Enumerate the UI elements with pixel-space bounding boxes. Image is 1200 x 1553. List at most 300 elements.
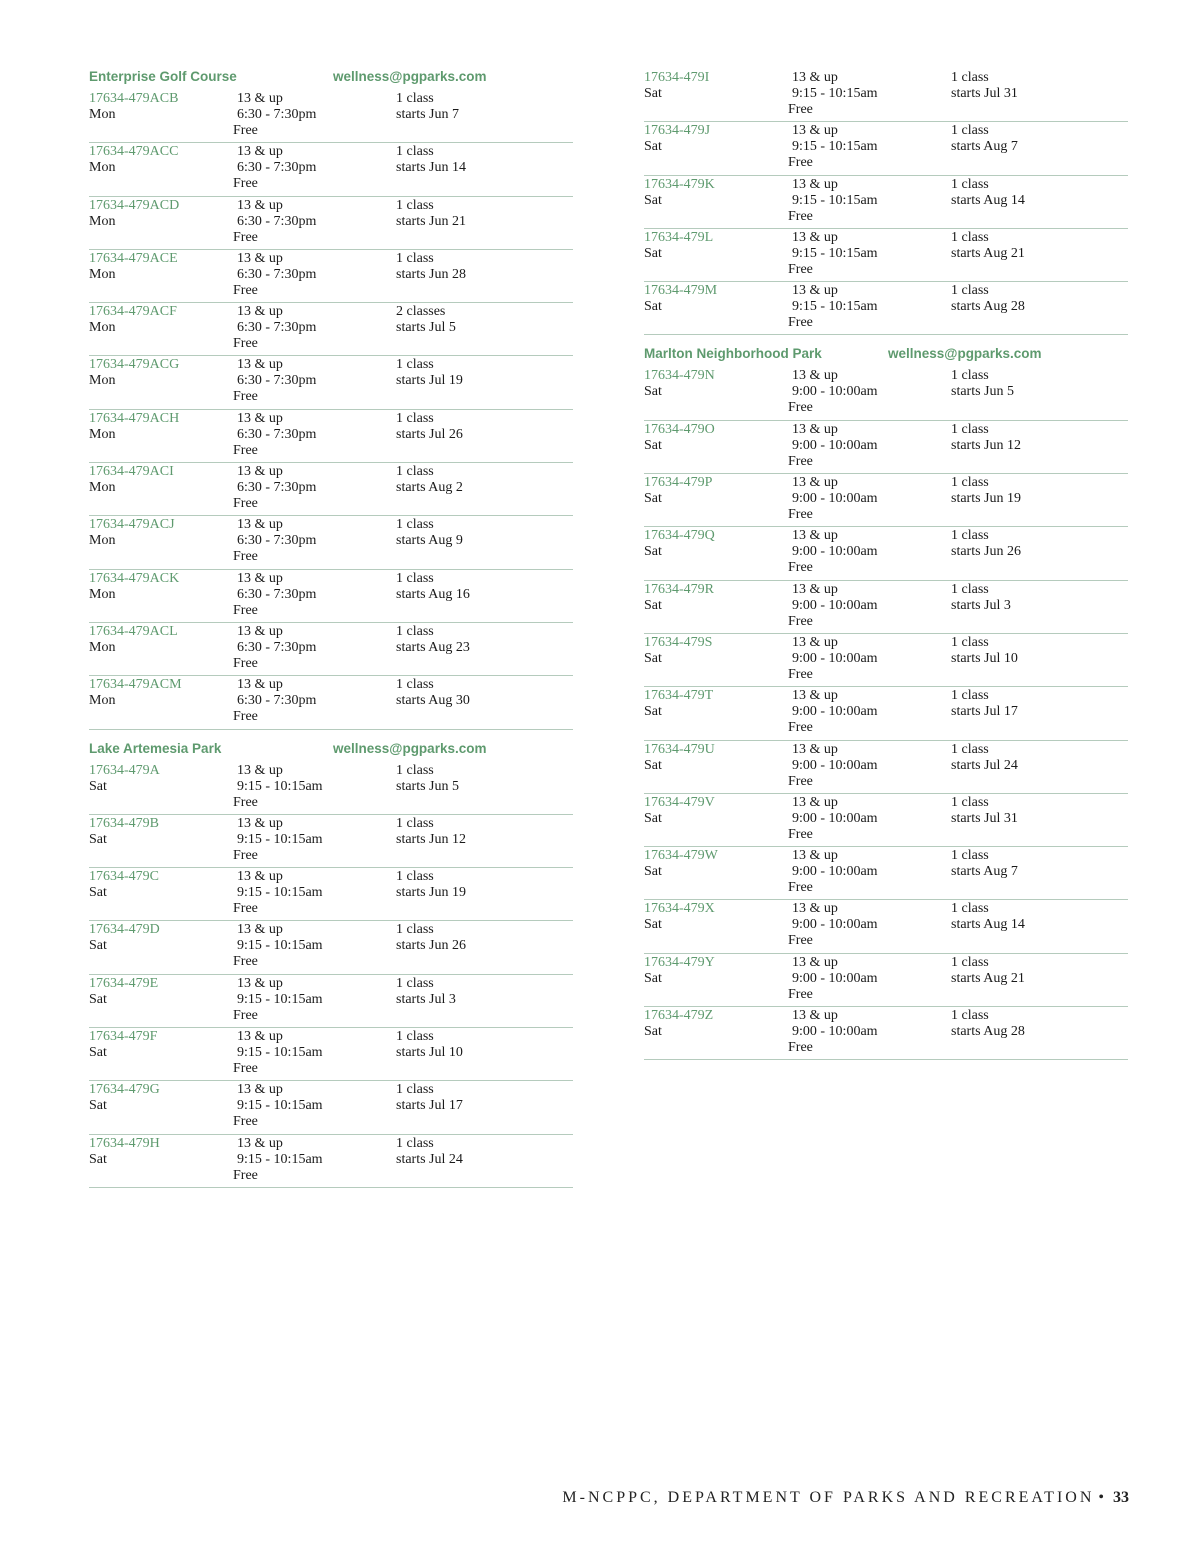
section-header xyxy=(644,346,1128,367)
entry-fee: Free xyxy=(788,208,813,224)
entry-count: 1 class xyxy=(396,623,434,639)
entry-fee: Free xyxy=(233,229,258,245)
class-entry xyxy=(644,69,1128,122)
entry-day: Sat xyxy=(644,917,662,933)
entry-time: 9:00 - 10:00am xyxy=(792,864,878,880)
class-entry xyxy=(89,570,573,623)
entry-fee: Free xyxy=(788,666,813,682)
entry-time: 9:15 - 10:15am xyxy=(237,1098,323,1114)
class-entry xyxy=(644,367,1128,420)
entry-start: starts Aug 7 xyxy=(951,139,1018,155)
entry-start: starts Jun 19 xyxy=(396,885,466,901)
entry-time: 9:15 - 10:15am xyxy=(792,192,878,208)
entry-day: Sat xyxy=(644,544,662,560)
class-entry xyxy=(89,410,573,463)
entry-age: 13 & up xyxy=(792,368,838,384)
entry-start: starts Jun 26 xyxy=(396,938,466,954)
entry-fee: Free xyxy=(233,496,258,512)
entry-time: 9:15 - 10:15am xyxy=(237,1045,323,1061)
entry-fee: Free xyxy=(233,1167,258,1183)
entry-fee: Free xyxy=(788,102,813,117)
section-email: wellness@pgparks.com xyxy=(888,346,1042,362)
entry-code: 17634-479S xyxy=(644,634,713,650)
entry-time: 9:15 - 10:15am xyxy=(237,938,323,954)
entry-age: 13 & up xyxy=(237,677,283,693)
entry-day: Sat xyxy=(89,1151,107,1167)
entry-time: 9:00 - 10:00am xyxy=(792,491,878,507)
entry-age: 13 & up xyxy=(237,762,283,778)
entry-code: 17634-479V xyxy=(644,794,715,810)
entry-fee: Free xyxy=(788,315,813,331)
entry-age: 13 & up xyxy=(792,581,838,597)
entry-start: starts Aug 2 xyxy=(396,480,463,496)
entry-count: 1 class xyxy=(951,421,989,437)
footer-bullet: • xyxy=(1098,1489,1107,1506)
entry-start: starts Jun 12 xyxy=(396,831,466,847)
entry-fee: Free xyxy=(788,507,813,523)
entry-fee: Free xyxy=(788,613,813,629)
class-entry xyxy=(644,122,1128,175)
entry-count: 1 class xyxy=(951,368,989,384)
class-entry xyxy=(89,250,573,303)
entry-count: 1 class xyxy=(396,1082,434,1098)
entry-age: 13 & up xyxy=(237,464,283,480)
entry-code: 17634-479ACJ xyxy=(89,517,175,533)
entry-fee: Free xyxy=(233,709,258,725)
class-entry xyxy=(644,282,1128,335)
entry-age: 13 & up xyxy=(792,229,838,245)
entry-count: 1 class xyxy=(951,123,989,139)
class-entry xyxy=(89,868,573,921)
entry-fee: Free xyxy=(788,826,813,842)
entry-day: Sat xyxy=(644,384,662,400)
entry-code: 17634-479ACG xyxy=(89,357,180,373)
entry-time: 6:30 - 7:30pm xyxy=(237,533,317,549)
section-gap xyxy=(89,730,573,741)
entry-time: 9:00 - 10:00am xyxy=(792,1024,878,1040)
entry-fee: Free xyxy=(788,261,813,277)
entry-fee: Free xyxy=(788,720,813,736)
entry-code: 17634-479ACM xyxy=(89,677,182,693)
entry-fee: Free xyxy=(233,176,258,192)
entry-code: 17634-479L xyxy=(644,229,714,245)
entry-time: 9:15 - 10:15am xyxy=(237,1151,323,1167)
entry-fee: Free xyxy=(233,901,258,917)
entry-age: 13 & up xyxy=(237,304,283,320)
entry-fee: Free xyxy=(788,986,813,1002)
entry-day: Sat xyxy=(644,491,662,507)
entry-code: 17634-479ACD xyxy=(89,197,180,213)
entry-count: 1 class xyxy=(951,954,989,970)
entry-time: 9:00 - 10:00am xyxy=(792,810,878,826)
entry-day: Sat xyxy=(644,597,662,613)
entry-code: 17634-479A xyxy=(89,762,160,778)
entry-day: Mon xyxy=(89,693,116,709)
section-location: Lake Artemesia Park xyxy=(89,740,222,756)
entry-age: 13 & up xyxy=(792,954,838,970)
entry-time: 6:30 - 7:30pm xyxy=(237,639,317,655)
entry-code: 17634-479E xyxy=(89,975,159,991)
entry-count: 1 class xyxy=(951,1008,989,1024)
entry-start: starts Aug 14 xyxy=(951,192,1025,208)
class-entry xyxy=(644,741,1128,794)
entry-day: Sat xyxy=(89,1098,107,1114)
entry-count: 1 class xyxy=(951,634,989,650)
entry-code: 17634-479J xyxy=(644,123,711,139)
entry-code: 17634-479ACE xyxy=(89,250,178,266)
entry-age: 13 & up xyxy=(237,517,283,533)
entry-day: Sat xyxy=(644,245,662,261)
entry-day: Mon xyxy=(89,533,116,549)
class-entry xyxy=(89,921,573,974)
entry-start: starts Jun 28 xyxy=(396,266,466,282)
entry-code: 17634-479Y xyxy=(644,954,715,970)
entry-start: starts Jul 24 xyxy=(951,757,1018,773)
left-column xyxy=(89,69,573,1188)
class-entry xyxy=(644,421,1128,474)
entry-age: 13 & up xyxy=(792,901,838,917)
entry-age: 13 & up xyxy=(792,475,838,491)
entry-day: Mon xyxy=(89,639,116,655)
entry-count: 1 class xyxy=(396,815,434,831)
class-entry xyxy=(644,954,1128,1007)
entry-start: starts Aug 23 xyxy=(396,639,470,655)
entry-day: Sat xyxy=(644,139,662,155)
class-entry xyxy=(644,794,1128,847)
class-entry xyxy=(89,1081,573,1134)
entry-time: 9:15 - 10:15am xyxy=(237,778,323,794)
entry-start: starts Jul 19 xyxy=(396,373,463,389)
entry-day: Mon xyxy=(89,266,116,282)
entry-day: Sat xyxy=(644,299,662,315)
entry-count: 1 class xyxy=(951,229,989,245)
section-email: wellness@pgparks.com xyxy=(333,740,487,756)
entry-fee: Free xyxy=(788,560,813,576)
entry-day: Sat xyxy=(644,650,662,666)
entry-code: 17634-479N xyxy=(644,368,715,384)
entry-time: 9:00 - 10:00am xyxy=(792,650,878,666)
entry-count: 1 class xyxy=(951,741,989,757)
entry-age: 13 & up xyxy=(792,1008,838,1024)
entry-time: 9:15 - 10:15am xyxy=(792,299,878,315)
entry-start: starts Aug 14 xyxy=(951,917,1025,933)
entry-code: 17634-479D xyxy=(89,922,160,938)
entry-code: 17634-479H xyxy=(89,1135,160,1151)
entry-count: 1 class xyxy=(396,144,434,160)
entry-fee: Free xyxy=(233,282,258,298)
entry-day: Sat xyxy=(89,938,107,954)
entry-fee: Free xyxy=(788,453,813,469)
entry-count: 1 class xyxy=(951,475,989,491)
class-entry xyxy=(89,1135,573,1188)
entry-code: 17634-479R xyxy=(644,581,714,597)
entry-day: Sat xyxy=(89,885,107,901)
entry-age: 13 & up xyxy=(792,794,838,810)
entry-start: starts Aug 21 xyxy=(951,245,1025,261)
entry-day: Sat xyxy=(644,437,662,453)
entry-age: 13 & up xyxy=(792,634,838,650)
entry-day: Sat xyxy=(644,970,662,986)
entry-day: Sat xyxy=(89,778,107,794)
entry-fee: Free xyxy=(233,1007,258,1023)
entry-count: 1 class xyxy=(396,869,434,885)
entry-fee: Free xyxy=(233,1061,258,1077)
entry-start: starts Aug 16 xyxy=(396,586,470,602)
entry-start: starts Jul 3 xyxy=(396,991,456,1007)
entry-day: Sat xyxy=(644,757,662,773)
entry-day: Mon xyxy=(89,373,116,389)
class-entry xyxy=(89,356,573,409)
entry-time: 9:00 - 10:00am xyxy=(792,384,878,400)
entry-age: 13 & up xyxy=(792,528,838,544)
page-number: 33 xyxy=(1113,1489,1129,1506)
entry-time: 9:00 - 10:00am xyxy=(792,704,878,720)
entry-fee: Free xyxy=(233,549,258,565)
entry-start: starts Jun 5 xyxy=(951,384,1014,400)
entry-age: 13 & up xyxy=(237,91,283,106)
entry-count: 1 class xyxy=(396,1135,434,1151)
entry-code: 17634-479ACF xyxy=(89,304,177,320)
entry-start: starts Aug 28 xyxy=(951,299,1025,315)
entry-code: 17634-479O xyxy=(644,421,715,437)
entry-start: starts Jun 26 xyxy=(951,544,1021,560)
entry-code: 17634-479K xyxy=(644,176,715,192)
entry-time: 9:15 - 10:15am xyxy=(792,245,878,261)
right-column xyxy=(644,69,1128,1060)
class-entry xyxy=(89,762,573,815)
entry-code: 17634-479C xyxy=(89,869,159,885)
entry-time: 9:00 - 10:00am xyxy=(792,544,878,560)
entry-start: starts Jul 10 xyxy=(396,1045,463,1061)
entry-code: 17634-479ACK xyxy=(89,570,180,586)
entry-count: 1 class xyxy=(396,250,434,266)
class-entry xyxy=(89,463,573,516)
entry-time: 9:15 - 10:15am xyxy=(792,139,878,155)
entry-age: 13 & up xyxy=(237,144,283,160)
entry-code: 17634-479Z xyxy=(644,1008,714,1024)
class-entry xyxy=(644,900,1128,953)
entry-code: 17634-479ACB xyxy=(89,91,179,106)
entry-start: starts Jul 17 xyxy=(396,1098,463,1114)
class-entry xyxy=(644,687,1128,740)
entry-code: 17634-479F xyxy=(89,1029,158,1045)
entry-code: 17634-479ACC xyxy=(89,144,179,160)
section-header xyxy=(89,741,573,762)
entry-day: Mon xyxy=(89,320,116,336)
entry-start: starts Jun 12 xyxy=(951,437,1021,453)
entry-code: 17634-479ACL xyxy=(89,623,178,639)
entry-time: 9:00 - 10:00am xyxy=(792,917,878,933)
entry-count: 1 class xyxy=(951,70,989,85)
entry-age: 13 & up xyxy=(237,1029,283,1045)
class-entry xyxy=(644,527,1128,580)
entry-start: starts Jun 14 xyxy=(396,160,466,176)
entry-start: starts Jul 5 xyxy=(396,320,456,336)
entry-count: 1 class xyxy=(951,688,989,704)
entry-code: 17634-479U xyxy=(644,741,715,757)
entry-start: starts Jul 3 xyxy=(951,597,1011,613)
entry-start: starts Jun 7 xyxy=(396,107,459,122)
entry-time: 6:30 - 7:30pm xyxy=(237,107,317,122)
entry-time: 9:00 - 10:00am xyxy=(792,970,878,986)
entry-day: Mon xyxy=(89,107,116,122)
entry-start: starts Jul 17 xyxy=(951,704,1018,720)
entry-start: starts Jun 21 xyxy=(396,213,466,229)
class-entry xyxy=(644,1007,1128,1060)
entry-start: starts Aug 21 xyxy=(951,970,1025,986)
entry-code: 17634-479M xyxy=(644,283,718,299)
entry-start: starts Aug 30 xyxy=(396,693,470,709)
entry-time: 9:00 - 10:00am xyxy=(792,597,878,613)
entry-code: 17634-479P xyxy=(644,475,713,491)
entry-day: Mon xyxy=(89,480,116,496)
entry-age: 13 & up xyxy=(237,922,283,938)
entry-fee: Free xyxy=(233,602,258,618)
entry-time: 6:30 - 7:30pm xyxy=(237,266,317,282)
entry-time: 6:30 - 7:30pm xyxy=(237,480,317,496)
entry-day: Sat xyxy=(644,864,662,880)
entry-age: 13 & up xyxy=(237,815,283,831)
entry-day: Sat xyxy=(644,704,662,720)
class-entry xyxy=(89,197,573,250)
entry-age: 13 & up xyxy=(792,848,838,864)
entry-time: 6:30 - 7:30pm xyxy=(237,426,317,442)
section-gap xyxy=(644,335,1128,346)
entry-count: 1 class xyxy=(396,464,434,480)
entry-fee: Free xyxy=(233,1114,258,1130)
entry-time: 6:30 - 7:30pm xyxy=(237,320,317,336)
footer-text: M-NCPPC, DEPARTMENT OF PARKS AND RECREATION xyxy=(562,1489,1095,1506)
class-entry xyxy=(644,847,1128,900)
entry-fee: Free xyxy=(788,155,813,171)
section-location: Enterprise Golf Course xyxy=(89,69,237,84)
entry-count: 1 class xyxy=(951,794,989,810)
entry-day: Mon xyxy=(89,426,116,442)
entry-count: 1 class xyxy=(396,975,434,991)
class-entry xyxy=(89,516,573,569)
entry-age: 13 & up xyxy=(792,283,838,299)
entry-start: starts Jul 10 xyxy=(951,650,1018,666)
entry-day: Sat xyxy=(644,1024,662,1040)
entry-day: Mon xyxy=(89,586,116,602)
class-entry xyxy=(89,676,573,729)
entry-fee: Free xyxy=(233,655,258,671)
class-entry xyxy=(89,143,573,196)
class-entry xyxy=(89,815,573,868)
entry-age: 13 & up xyxy=(237,357,283,373)
entry-day: Sat xyxy=(89,1045,107,1061)
entry-code: 17634-479I xyxy=(644,70,710,85)
entry-start: starts Jul 31 xyxy=(951,810,1018,826)
entry-age: 13 & up xyxy=(792,123,838,139)
entry-age: 13 & up xyxy=(237,623,283,639)
entry-start: starts Aug 9 xyxy=(396,533,463,549)
entry-age: 13 & up xyxy=(792,741,838,757)
entry-age: 13 & up xyxy=(237,570,283,586)
entry-start: starts Aug 7 xyxy=(951,864,1018,880)
entry-age: 13 & up xyxy=(237,250,283,266)
entry-age: 13 & up xyxy=(792,688,838,704)
entry-fee: Free xyxy=(233,442,258,458)
class-entry xyxy=(644,229,1128,282)
class-entry xyxy=(89,303,573,356)
entry-count: 1 class xyxy=(951,176,989,192)
entry-start: starts Jul 24 xyxy=(396,1151,463,1167)
entry-fee: Free xyxy=(788,880,813,896)
page-footer xyxy=(562,1489,1129,1507)
entry-time: 9:15 - 10:15am xyxy=(237,991,323,1007)
entry-age: 13 & up xyxy=(237,197,283,213)
entry-fee: Free xyxy=(233,389,258,405)
class-entry xyxy=(644,176,1128,229)
entry-count: 1 class xyxy=(396,410,434,426)
entry-time: 9:15 - 10:15am xyxy=(792,86,878,101)
section-location: Marlton Neighborhood Park xyxy=(644,346,822,362)
entry-count: 2 classes xyxy=(396,304,446,320)
entry-time: 6:30 - 7:30pm xyxy=(237,373,317,389)
entry-count: 1 class xyxy=(951,528,989,544)
entry-fee: Free xyxy=(788,773,813,789)
entry-count: 1 class xyxy=(396,197,434,213)
entry-count: 1 class xyxy=(396,91,434,106)
entry-day: Sat xyxy=(644,192,662,208)
entry-count: 1 class xyxy=(396,357,434,373)
section-email: wellness@pgparks.com xyxy=(333,69,487,84)
entry-fee: Free xyxy=(233,954,258,970)
class-entry xyxy=(644,581,1128,634)
entry-count: 1 class xyxy=(951,581,989,597)
entry-start: starts Jul 31 xyxy=(951,86,1018,101)
entry-count: 1 class xyxy=(951,848,989,864)
section-header xyxy=(89,69,573,90)
class-entry xyxy=(89,623,573,676)
entry-count: 1 class xyxy=(951,901,989,917)
entry-code: 17634-479ACH xyxy=(89,410,180,426)
entry-time: 9:00 - 10:00am xyxy=(792,437,878,453)
entry-start: starts Jun 5 xyxy=(396,778,459,794)
entry-code: 17634-479Q xyxy=(644,528,715,544)
entry-count: 1 class xyxy=(396,570,434,586)
entry-age: 13 & up xyxy=(237,1082,283,1098)
entry-fee: Free xyxy=(233,847,258,863)
entry-code: 17634-479B xyxy=(89,815,159,831)
entry-day: Sat xyxy=(644,810,662,826)
class-entry xyxy=(644,634,1128,687)
entry-age: 13 & up xyxy=(237,410,283,426)
entry-age: 13 & up xyxy=(792,421,838,437)
entry-day: Sat xyxy=(89,831,107,847)
class-entry xyxy=(644,474,1128,527)
entry-count: 1 class xyxy=(396,677,434,693)
entry-start: starts Aug 28 xyxy=(951,1024,1025,1040)
entry-code: 17634-479W xyxy=(644,848,718,864)
entry-count: 1 class xyxy=(951,283,989,299)
class-entry xyxy=(89,1028,573,1081)
entry-code: 17634-479X xyxy=(644,901,715,917)
entry-fee: Free xyxy=(233,794,258,810)
entry-time: 6:30 - 7:30pm xyxy=(237,213,317,229)
entry-time: 9:15 - 10:15am xyxy=(237,885,323,901)
class-entry xyxy=(89,975,573,1028)
entry-count: 1 class xyxy=(396,517,434,533)
entry-start: starts Jun 19 xyxy=(951,491,1021,507)
entry-fee: Free xyxy=(233,123,258,138)
entry-time: 6:30 - 7:30pm xyxy=(237,160,317,176)
entry-time: 9:00 - 10:00am xyxy=(792,757,878,773)
entry-day: Sat xyxy=(89,991,107,1007)
entry-time: 6:30 - 7:30pm xyxy=(237,693,317,709)
entry-fee: Free xyxy=(788,1040,813,1056)
